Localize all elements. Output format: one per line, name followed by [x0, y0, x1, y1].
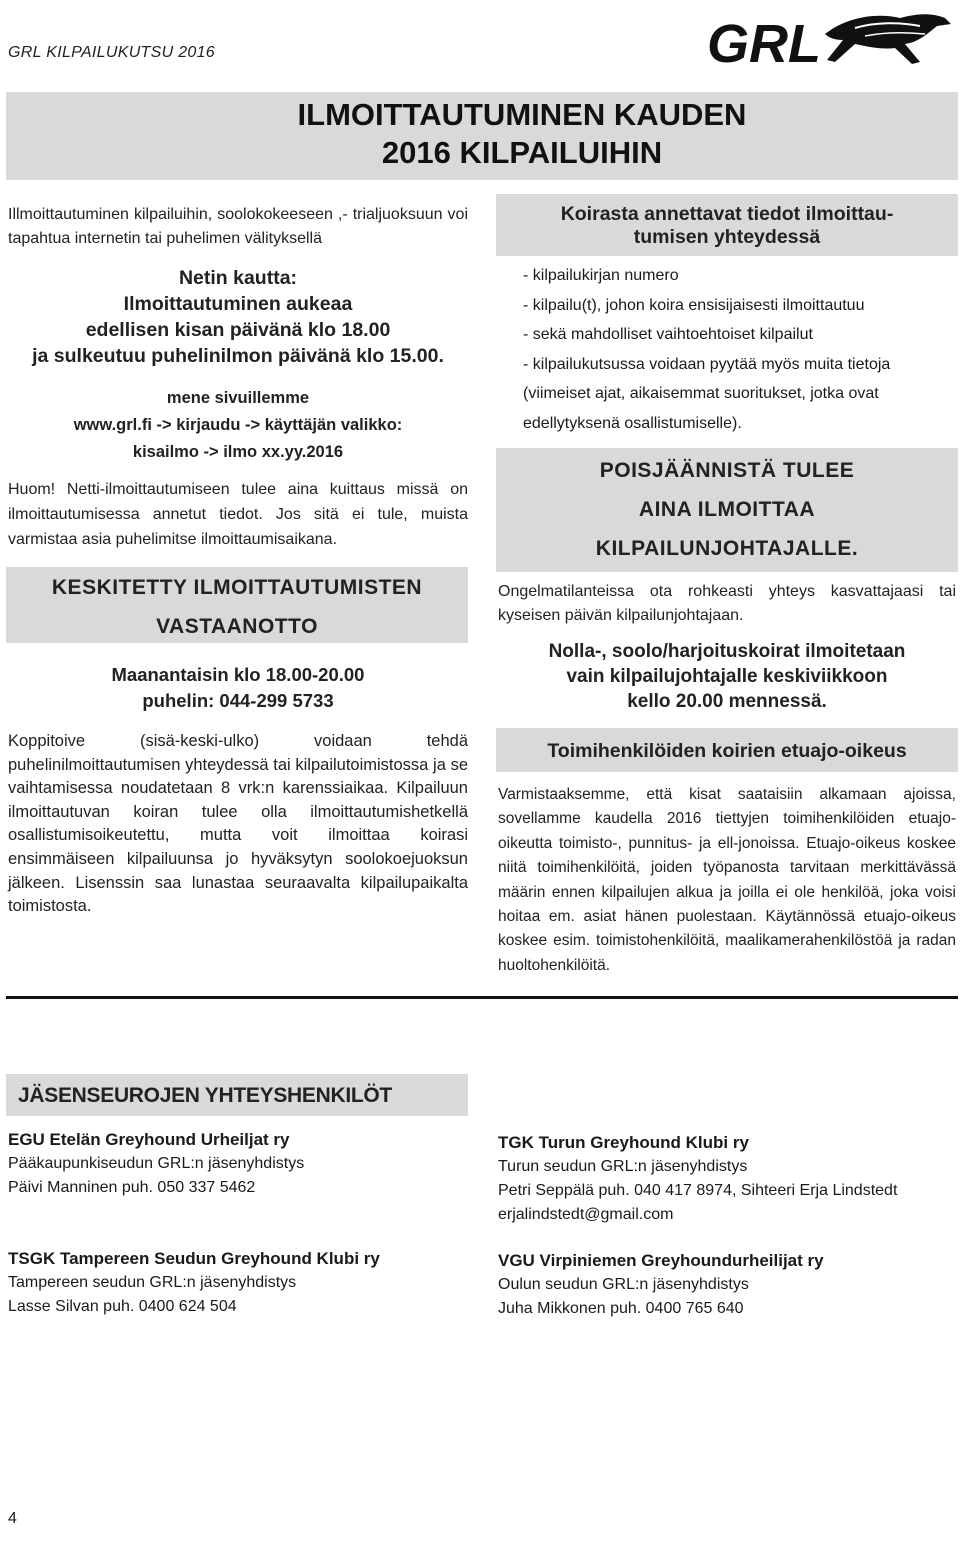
club-name: EGU Etelän Greyhound Urheiljat ry [8, 1130, 290, 1149]
net-heading-line: Netin kautta: [178, 267, 298, 289]
priority-text: Varmistaaksemme, että kisat saataisiin alkamaan ajoissa, sovellamme kaudella 2016 tiettyjen toimihenkilöiden etuajo-oikeutta toimisto-, punnitus- ja ell-jonoissa. Etuajo-oikeus koskee niitä toimihenkilöitä, joiden työpanosta tarvitaan merkittävässä määrin ennen kilpailujen alkua ja joilla ei ole henkilöä, joka voisi hoitaa em. asiat hänen puolestaan. Käytännössä etuajo-oikeus koskee esim. toimistohenkilöitä, maalikamerahenkilöstöä ja radan huoltohenkilöitä. [498, 786, 956, 974]
practice-line: Nolla-, soolo/harjoituskoirat ilmoitetaan [548, 641, 906, 662]
list-item: edellytyksenä osallistumiselle). [523, 414, 742, 432]
problem-text: Ongelmatilanteissa ota rohkeasti yhteys kasvattajaasi tai kyseisen päivän kilpailunjohtajaan. [498, 583, 956, 624]
contact-hours [8, 662, 468, 714]
club-line: Oulun seudun GRL:n jäsenyhdistys [498, 1276, 749, 1293]
net-heading [8, 265, 468, 369]
practice-dogs-note [496, 639, 958, 714]
intro-text: Illmoittautuminen kilpailuihin, soolokokeeseen ,- trialjuoksuun voi tapahtua internetin tai puhelimen välityksellä [8, 206, 468, 247]
contacts-heading: JÄSENSEUROJEN YHTEYSHENKILÖT [18, 1084, 392, 1107]
withdrawal-line: POISJÄÄNNISTÄ TULEE [599, 459, 855, 482]
club-tsgk [8, 1247, 468, 1319]
central-box-line2: VASTAANOTTO [156, 615, 318, 638]
contacts-heading-box [6, 1074, 468, 1116]
club-name: TGK Turun Greyhound Klubi ry [498, 1133, 749, 1152]
list-item: - sekä mahdolliset vaihtoehtoiset kilpailut [523, 326, 813, 343]
central-registration-box [6, 567, 468, 643]
site-line: kisailmo -> ilmo xx.yy.2016 [132, 443, 344, 461]
net-heading-line: Ilmoittautuminen aukeaa [123, 293, 353, 315]
list-item: (viimeiset ajat, aikaisemmat suoritukset, jotka ovat [523, 385, 879, 402]
priority-heading-box [496, 728, 958, 772]
club-line: Tampereen seudun GRL:n jäsenyhdistys [8, 1274, 297, 1291]
club-name: VGU Virpiniemen Greyhoundurheilijat ry [498, 1251, 824, 1270]
club-contact: Petri Seppälä puh. 040 417 8974, Sihteeri Erja Lindstedt [498, 1182, 898, 1199]
site-instructions [8, 385, 468, 466]
logo-text: GRL [707, 14, 821, 74]
club-egu [8, 1128, 468, 1200]
practice-line: vain kilpailujohtajalle keskiviikkoon [566, 666, 888, 687]
page-number: 4 [8, 1510, 17, 1527]
withdrawal-line: KILPAILUNJOHTAJALLE. [595, 537, 859, 560]
dog-info-list [523, 261, 953, 438]
dog-info-heading-box [496, 194, 958, 256]
club-line: Turun seudun GRL:n jäsenyhdistys [498, 1158, 748, 1175]
phone-text: puhelin: 044-299 5733 [142, 690, 334, 711]
site-line: mene sivuillemme [166, 389, 310, 407]
grl-logo [705, 4, 955, 76]
net-heading-line: edellisen kisan päivänä klo 18.00 [85, 319, 391, 341]
hours-text: Maanantaisin klo 18.00-20.00 [111, 664, 365, 685]
list-item: - kilpailukutsussa voidaan pyytää myös muita tietoja [523, 355, 891, 373]
club-line: Pääkaupunkiseudun GRL:n jäsenyhdistys [8, 1155, 305, 1172]
koppi-text: Koppitoive (sisä-keski-ulko) voidaan tehdä puhelinilmoittautumisen yhteydessä tai kilpailutoimistossa ja se vaihtamisessa noudatetaan 8 vrk:n karenssiaikaa. Kilpailuun ilmoittautuvan koiran tulee olla ilmoittautumishetkellä osallistumisoikeutettu, mutta voit ilmoittaa koirasi ensimmäiseen kilpailuunsa jo hyväksytyn soolokoejuoksun jälkeen. Lisenssin saa lunastaa seuraavalta kilpailupaikalta toimistosta. [8, 732, 468, 916]
page-title-line2: 2016 KILPAILUIHIN [381, 135, 663, 170]
list-item: - kilpailu(t), johon koira ensisijaisesti ilmoittautuu [523, 296, 865, 314]
club-contact: Juha Mikkonen puh. 0400 765 640 [498, 1300, 744, 1317]
club-vgu [498, 1249, 958, 1321]
club-tgk [498, 1131, 958, 1227]
central-box-line1: KESKITETTY ILMOITTAUTUMISTEN [51, 576, 423, 599]
title-banner [6, 92, 958, 180]
practice-line: kello 20.00 mennessä. [627, 691, 827, 712]
club-contact: Lasse Silvan puh. 0400 624 504 [8, 1298, 237, 1315]
club-name: TSGK Tampereen Seudun Greyhound Klubi ry [8, 1249, 380, 1268]
withdrawal-box [496, 448, 958, 572]
priority-heading: Toimihenkilöiden koirien etuajo-oikeus [547, 740, 907, 762]
huom-note: Huom! Netti-ilmoittautumiseen tulee aina kuittaus missä on ilmoittautumisessa annetut tiedot. Jos sitä ei tule, muista varmistaa asia puhelimitse ilmoittaumisaikana. [8, 481, 468, 548]
section-divider [6, 996, 958, 999]
net-heading-line: ja sulkeutuu puhelinilmon päivänä klo 15.00. [32, 345, 444, 367]
site-link-path[interactable]: www.grl.fi -> kirjaudu -> käyttäjän valikko: [73, 416, 403, 434]
dog-info-heading-line1: Koirasta annettavat tiedot ilmoittau- [560, 203, 894, 225]
club-email[interactable]: erjalindstedt@gmail.com [498, 1206, 674, 1223]
running-title: GRL KILPAILUKUTSU 2016 [8, 44, 215, 61]
club-contact: Päivi Manninen puh. 050 337 5462 [8, 1179, 256, 1196]
withdrawal-line: AINA ILMOITTAA [638, 498, 816, 521]
dog-info-heading-line2: tumisen yhteydessä [633, 226, 821, 248]
page-title-line1: ILMOITTAUTUMINEN KAUDEN [297, 97, 747, 132]
list-item: - kilpailukirjan numero [523, 267, 679, 284]
